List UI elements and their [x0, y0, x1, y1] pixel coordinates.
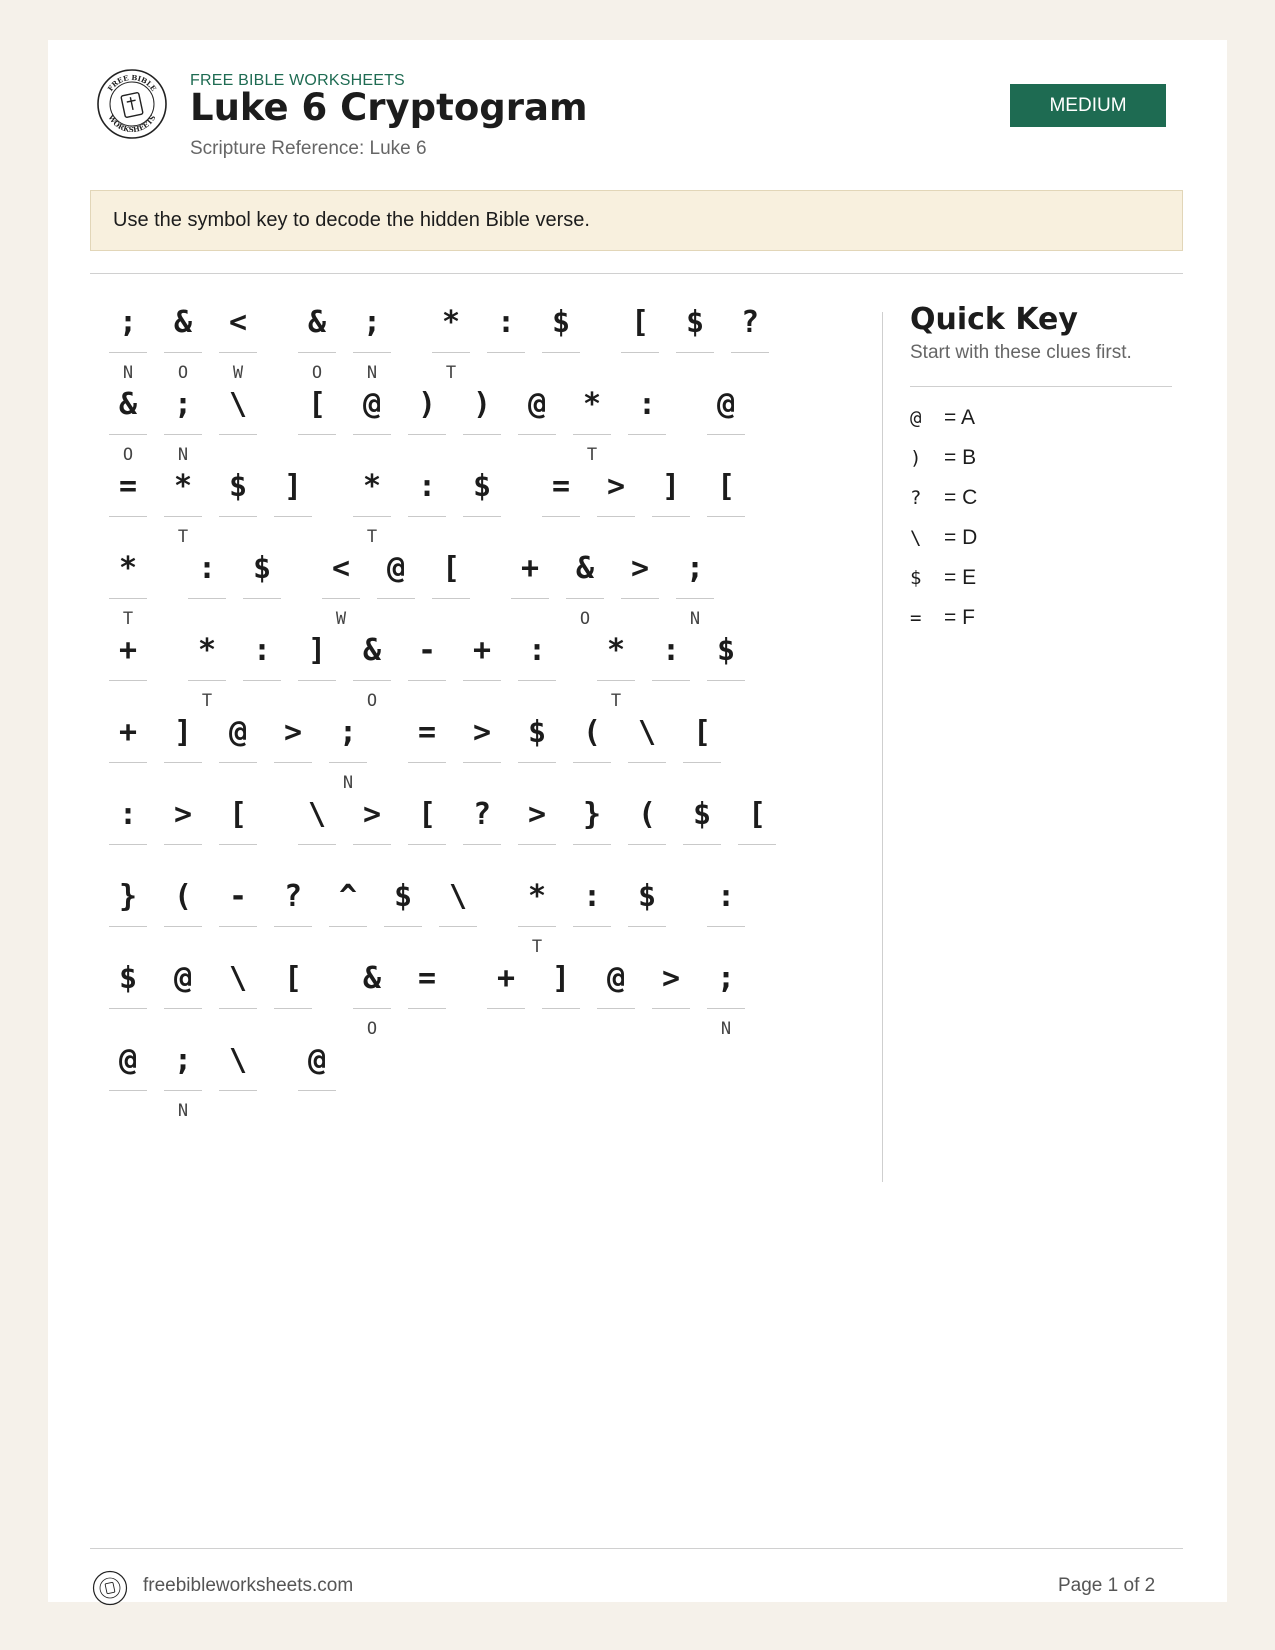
- hint-letter: [652, 1018, 690, 1040]
- cipher-tile[interactable]: [164, 868, 202, 958]
- key-symbol: ): [910, 447, 922, 469]
- cipher-tile[interactable]: [219, 294, 257, 384]
- cipher-tile[interactable]: [408, 622, 446, 712]
- cipher-tile[interactable]: [274, 704, 312, 794]
- cipher-tile[interactable]: [542, 294, 580, 384]
- cipher-tile[interactable]: [432, 540, 470, 630]
- hint-letter: T: [445, 363, 457, 383]
- cipher-tile[interactable]: [518, 376, 556, 466]
- cipher-tile[interactable]: [109, 294, 147, 384]
- cipher-symbol: <: [322, 540, 360, 599]
- cipher-symbol: @: [219, 704, 257, 763]
- cipher-tile[interactable]: [219, 786, 257, 876]
- key-symbol: @: [910, 407, 922, 429]
- cipher-tile[interactable]: [353, 458, 391, 548]
- cipher-symbol: (: [573, 704, 611, 763]
- hint-letter: O: [366, 691, 378, 711]
- cipher-symbol: <: [219, 294, 257, 353]
- cipher-symbol: \: [219, 1032, 257, 1091]
- cipher-symbol: >: [353, 786, 391, 845]
- cipher-symbol: (: [628, 786, 666, 845]
- quick-key-subtitle: Start with these clues first.: [910, 342, 1132, 363]
- quick-key-list: [910, 398, 977, 638]
- cipher-symbol: +: [463, 622, 501, 681]
- cipher-tile[interactable]: [518, 786, 556, 876]
- hint-letter: N: [689, 609, 701, 629]
- cipher-tile[interactable]: [683, 704, 721, 794]
- cipher-symbol: @: [353, 376, 391, 435]
- key-symbol: $: [910, 567, 922, 589]
- cipher-symbol: :: [109, 786, 147, 845]
- cipher-symbol: $: [384, 868, 422, 927]
- quick-key-divider: [910, 386, 1172, 387]
- worksheet-page: [48, 40, 1227, 1602]
- cryptogram-grid: [48, 40, 908, 1240]
- cipher-symbol: [: [683, 704, 721, 763]
- cipher-tile[interactable]: [164, 376, 202, 466]
- quick-key-item: [910, 398, 977, 438]
- hint-letter: T: [122, 609, 134, 629]
- cipher-symbol: ;: [164, 376, 202, 435]
- cipher-tile[interactable]: [707, 950, 745, 1040]
- cipher-tile[interactable]: [164, 786, 202, 876]
- cipher-tile[interactable]: [707, 868, 745, 958]
- cipher-symbol: \: [439, 868, 477, 927]
- cipher-tile[interactable]: [109, 458, 147, 548]
- footer-logo-icon: [92, 1570, 128, 1606]
- cipher-tile[interactable]: [573, 868, 611, 958]
- cipher-symbol: &: [164, 294, 202, 353]
- cipher-tile[interactable]: [652, 950, 690, 1040]
- hint-letter: [219, 1100, 257, 1122]
- instructions-box: Use the symbol key to decode the hidden Bible verse.: [90, 190, 1183, 251]
- cipher-tile[interactable]: [518, 868, 556, 958]
- cipher-symbol: [: [274, 950, 312, 1009]
- hint-letter: W: [335, 609, 347, 629]
- cipher-tile[interactable]: [109, 1032, 147, 1122]
- hint-letter: T: [366, 527, 378, 547]
- hint-letter: [487, 1018, 525, 1040]
- cipher-symbol: &: [566, 540, 604, 599]
- cipher-symbol: &: [353, 622, 391, 681]
- cipher-symbol: $: [518, 704, 556, 763]
- cipher-symbol: }: [109, 868, 147, 927]
- cipher-tile[interactable]: [408, 950, 446, 1040]
- page-title: Luke 6 Cryptogram: [190, 86, 588, 129]
- cipher-tile[interactable]: [109, 868, 147, 958]
- cipher-symbol: (: [164, 868, 202, 927]
- quick-key-item: [910, 518, 977, 558]
- column-divider: [882, 312, 883, 1182]
- cipher-symbol: +: [511, 540, 549, 599]
- cipher-tile[interactable]: [219, 950, 257, 1040]
- cipher-symbol: +: [487, 950, 525, 1009]
- cipher-symbol: [: [621, 294, 659, 353]
- cipher-symbol: ): [408, 376, 446, 435]
- hint-letter: N: [366, 363, 378, 383]
- cipher-tile[interactable]: [597, 622, 635, 712]
- cipher-tile[interactable]: [597, 950, 635, 1040]
- cipher-symbol: ;: [109, 294, 147, 353]
- hint-letter: T: [586, 445, 598, 465]
- cipher-tile[interactable]: [219, 868, 257, 958]
- cipher-tile[interactable]: [683, 786, 721, 876]
- key-value: = D: [944, 526, 978, 549]
- cipher-symbol: ^: [329, 868, 367, 927]
- cipher-tile[interactable]: [463, 376, 501, 466]
- cipher-symbol: :: [652, 622, 690, 681]
- cipher-tile[interactable]: [463, 622, 501, 712]
- hint-letter: O: [366, 1019, 378, 1039]
- cipher-tile[interactable]: [566, 540, 604, 630]
- hint-letter: [542, 1018, 580, 1040]
- scripture-reference: Scripture Reference: Luke 6: [190, 138, 427, 159]
- cipher-symbol: &: [109, 376, 147, 435]
- cipher-symbol: [: [408, 786, 446, 845]
- hint-letter: [109, 1100, 147, 1122]
- cipher-tile[interactable]: [219, 458, 257, 548]
- cipher-symbol: *: [109, 540, 147, 599]
- key-symbol: \: [910, 527, 922, 549]
- cipher-symbol: ;: [164, 1032, 202, 1091]
- hint-letter: N: [342, 773, 354, 793]
- cipher-symbol: +: [109, 704, 147, 763]
- cipher-tile[interactable]: [573, 704, 611, 794]
- cipher-symbol: $: [463, 458, 501, 517]
- cipher-symbol: :: [628, 376, 666, 435]
- cipher-symbol: \: [219, 950, 257, 1009]
- hint-letter: O: [122, 445, 134, 465]
- cipher-symbol: @: [109, 1032, 147, 1091]
- cipher-symbol: =: [408, 950, 446, 1009]
- quick-key-item: [910, 438, 977, 478]
- cipher-tile[interactable]: [298, 376, 336, 466]
- cipher-symbol: $: [542, 294, 580, 353]
- cipher-tile[interactable]: [353, 786, 391, 876]
- cipher-tile[interactable]: [408, 376, 446, 466]
- hint-letter: O: [311, 363, 323, 383]
- cipher-tile[interactable]: [542, 950, 580, 1040]
- cipher-tile[interactable]: [707, 622, 745, 712]
- cipher-symbol: >: [463, 704, 501, 763]
- cipher-symbol: ]: [652, 458, 690, 517]
- key-value: = A: [944, 406, 975, 429]
- cipher-symbol: =: [408, 704, 446, 763]
- cipher-symbol: >: [597, 458, 635, 517]
- key-value: = B: [944, 446, 977, 469]
- cipher-tile[interactable]: [652, 622, 690, 712]
- cipher-symbol: @: [377, 540, 415, 599]
- cipher-symbol: *: [573, 376, 611, 435]
- cipher-symbol: }: [573, 786, 611, 845]
- cipher-symbol: [: [738, 786, 776, 845]
- cipher-tile[interactable]: [353, 622, 391, 712]
- hint-letter: N: [177, 445, 189, 465]
- hint-letter: N: [122, 363, 134, 383]
- cipher-tile[interactable]: [164, 704, 202, 794]
- cipher-tile[interactable]: [109, 704, 147, 794]
- cipher-symbol: ;: [329, 704, 367, 763]
- cipher-tile[interactable]: [408, 704, 446, 794]
- cipher-tile[interactable]: [408, 458, 446, 548]
- cipher-tile[interactable]: [542, 458, 580, 548]
- cipher-symbol: @: [707, 376, 745, 435]
- cipher-symbol: >: [164, 786, 202, 845]
- cipher-symbol: &: [353, 950, 391, 1009]
- cipher-symbol: -: [408, 622, 446, 681]
- cipher-symbol: ]: [274, 458, 312, 517]
- cipher-symbol: ;: [676, 540, 714, 599]
- key-value: = E: [944, 566, 977, 589]
- cipher-tile[interactable]: [707, 376, 745, 466]
- cipher-symbol: +: [109, 622, 147, 681]
- cipher-tile[interactable]: [298, 1032, 336, 1122]
- cipher-symbol: >: [274, 704, 312, 763]
- cipher-symbol: $: [707, 622, 745, 681]
- cipher-tile[interactable]: [511, 540, 549, 630]
- cipher-tile[interactable]: [408, 786, 446, 876]
- hint-letter: O: [579, 609, 591, 629]
- cipher-tile[interactable]: [676, 540, 714, 630]
- key-value: = C: [944, 486, 978, 509]
- key-symbol: ?: [910, 487, 922, 509]
- cipher-tile[interactable]: [487, 950, 525, 1040]
- cipher-symbol: *: [164, 458, 202, 517]
- hint-letter: W: [232, 363, 244, 383]
- cipher-tile[interactable]: [628, 786, 666, 876]
- cipher-tile[interactable]: [298, 786, 336, 876]
- cipher-symbol: *: [353, 458, 391, 517]
- cipher-tile[interactable]: [353, 294, 391, 384]
- cipher-symbol: ;: [707, 950, 745, 1009]
- cipher-tile[interactable]: [164, 950, 202, 1040]
- cipher-tile[interactable]: [329, 704, 367, 794]
- cipher-tile[interactable]: [164, 1032, 202, 1122]
- cipher-symbol: $: [628, 868, 666, 927]
- cipher-tile[interactable]: [676, 294, 714, 384]
- cipher-tile[interactable]: [518, 622, 556, 712]
- cipher-tile[interactable]: [274, 950, 312, 1040]
- cipher-tile[interactable]: [322, 540, 360, 630]
- cipher-symbol: [: [432, 540, 470, 599]
- cipher-symbol: :: [573, 868, 611, 927]
- cipher-symbol: ?: [274, 868, 312, 927]
- cipher-tile[interactable]: [188, 622, 226, 712]
- footer-divider: [90, 1548, 1183, 1549]
- cipher-tile[interactable]: [274, 458, 312, 548]
- cipher-symbol: =: [542, 458, 580, 517]
- cipher-tile[interactable]: [109, 376, 147, 466]
- cipher-symbol: $: [683, 786, 721, 845]
- cipher-tile[interactable]: [164, 458, 202, 548]
- cipher-symbol: $: [243, 540, 281, 599]
- cipher-tile[interactable]: [432, 294, 470, 384]
- hint-letter: T: [177, 527, 189, 547]
- hint-letter: T: [531, 937, 543, 957]
- cipher-symbol: [: [219, 786, 257, 845]
- cipher-symbol: -: [219, 868, 257, 927]
- cipher-tile[interactable]: [573, 786, 611, 876]
- cipher-symbol: *: [432, 294, 470, 353]
- cipher-symbol: @: [518, 376, 556, 435]
- logo-top-text: FREE BIBLE: [105, 72, 159, 93]
- cipher-tile[interactable]: [573, 376, 611, 466]
- cipher-tile[interactable]: [219, 1032, 257, 1122]
- cipher-symbol: @: [164, 950, 202, 1009]
- cipher-symbol: \: [298, 786, 336, 845]
- cipher-tile[interactable]: [329, 868, 367, 958]
- cipher-tile[interactable]: [243, 622, 281, 712]
- cipher-symbol: ]: [298, 622, 336, 681]
- key-value: = F: [944, 606, 975, 629]
- cipher-tile[interactable]: [384, 868, 422, 958]
- cipher-symbol: :: [487, 294, 525, 353]
- cipher-symbol: ?: [731, 294, 769, 353]
- brand-label: FREE BIBLE WORKSHEETS: [190, 72, 405, 89]
- cipher-symbol: $: [676, 294, 714, 353]
- cipher-tile[interactable]: [628, 704, 666, 794]
- hint-letter: N: [177, 1101, 189, 1121]
- cipher-symbol: :: [408, 458, 446, 517]
- cipher-symbol: ?: [463, 786, 501, 845]
- cipher-symbol: *: [188, 622, 226, 681]
- cipher-symbol: [: [298, 376, 336, 435]
- hint-letter: T: [201, 691, 213, 711]
- cipher-tile[interactable]: [621, 294, 659, 384]
- cipher-symbol: $: [109, 950, 147, 1009]
- cipher-tile[interactable]: [274, 868, 312, 958]
- hint-letter: T: [610, 691, 622, 711]
- cipher-tile[interactable]: [109, 622, 147, 712]
- cipher-symbol: >: [621, 540, 659, 599]
- cipher-symbol: :: [518, 622, 556, 681]
- cipher-tile[interactable]: [219, 376, 257, 466]
- cipher-tile[interactable]: [188, 540, 226, 630]
- cipher-tile[interactable]: [738, 786, 776, 876]
- cipher-tile[interactable]: [731, 294, 769, 384]
- cipher-symbol: [: [707, 458, 745, 517]
- cipher-tile[interactable]: [707, 458, 745, 548]
- cipher-tile[interactable]: [439, 868, 477, 958]
- hint-letter: [597, 1018, 635, 1040]
- cipher-tile[interactable]: [109, 786, 147, 876]
- cipher-tile[interactable]: [463, 704, 501, 794]
- cipher-tile[interactable]: [463, 458, 501, 548]
- cipher-symbol: ]: [164, 704, 202, 763]
- cipher-symbol: :: [707, 868, 745, 927]
- cipher-tile[interactable]: [164, 294, 202, 384]
- cipher-symbol: ;: [353, 294, 391, 353]
- hint-letter: [408, 1018, 446, 1040]
- quick-key-item: [910, 598, 977, 638]
- page-number: Page 1 of 2: [1058, 1575, 1156, 1596]
- cipher-tile[interactable]: [298, 294, 336, 384]
- cipher-tile[interactable]: [353, 376, 391, 466]
- cipher-tile[interactable]: [518, 704, 556, 794]
- cipher-symbol: @: [298, 1032, 336, 1091]
- cipher-tile[interactable]: [487, 294, 525, 384]
- cipher-tile[interactable]: [109, 950, 147, 1040]
- cipher-symbol: $: [219, 458, 257, 517]
- hint-letter: O: [177, 363, 189, 383]
- cipher-tile[interactable]: [628, 868, 666, 958]
- cipher-tile[interactable]: [243, 540, 281, 630]
- cipher-tile[interactable]: [377, 540, 415, 630]
- quick-key-title: Quick Key: [910, 302, 1078, 337]
- quick-key-item: [910, 478, 977, 518]
- cipher-symbol: :: [243, 622, 281, 681]
- cipher-symbol: ]: [542, 950, 580, 1009]
- footer-site: freebibleworksheets.com: [143, 1575, 354, 1596]
- cipher-tile[interactable]: [219, 704, 257, 794]
- hint-letter: [298, 1100, 336, 1122]
- cipher-symbol: @: [597, 950, 635, 1009]
- cipher-tile[interactable]: [621, 540, 659, 630]
- logo-bottom-text: WORKSHEETS: [106, 113, 158, 135]
- cipher-symbol: :: [188, 540, 226, 599]
- cipher-tile[interactable]: [109, 540, 147, 630]
- cipher-symbol: =: [109, 458, 147, 517]
- cipher-symbol: *: [518, 868, 556, 927]
- cipher-symbol: &: [298, 294, 336, 353]
- cipher-symbol: >: [518, 786, 556, 845]
- difficulty-badge: MEDIUM: [1010, 84, 1166, 127]
- key-symbol: =: [910, 607, 922, 629]
- cipher-symbol: \: [628, 704, 666, 763]
- cipher-symbol: \: [219, 376, 257, 435]
- cipher-tile[interactable]: [597, 458, 635, 548]
- cipher-symbol: >: [652, 950, 690, 1009]
- cipher-tile[interactable]: [298, 622, 336, 712]
- cipher-symbol: ): [463, 376, 501, 435]
- quick-key-item: [910, 558, 977, 598]
- cipher-tile[interactable]: [353, 950, 391, 1040]
- cipher-tile[interactable]: [652, 458, 690, 548]
- cipher-symbol: *: [597, 622, 635, 681]
- hint-letter: N: [720, 1019, 732, 1039]
- cipher-tile[interactable]: [628, 376, 666, 466]
- cipher-tile[interactable]: [463, 786, 501, 876]
